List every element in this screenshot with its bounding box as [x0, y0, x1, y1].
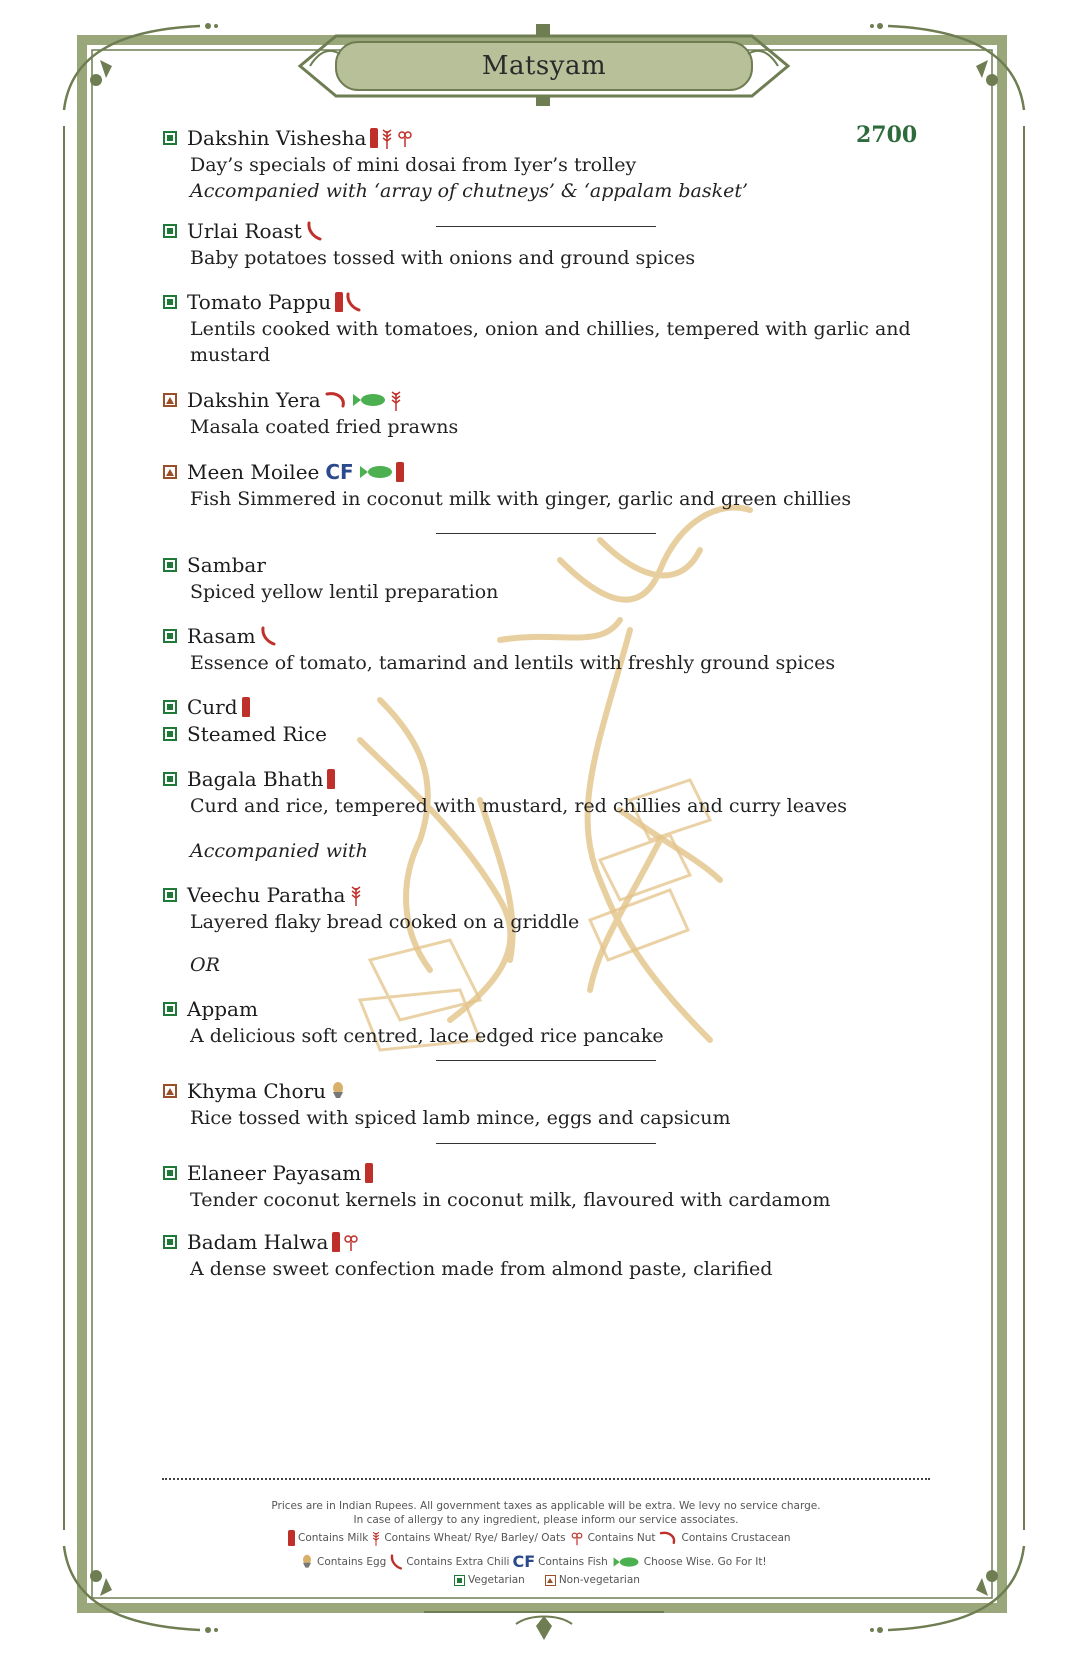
list-item [163, 551, 923, 605]
choosewise-fish-icon [611, 1555, 641, 1569]
choosewise-fish-icon [358, 463, 394, 481]
veg-mark-icon [163, 1166, 177, 1180]
divider [436, 1143, 656, 1144]
chili-icon [389, 1554, 403, 1570]
legend-veg: Vegetarian [468, 1574, 525, 1586]
accompanied-with-label: Accompanied with [190, 840, 368, 862]
item-name: Meen Moilee [187, 460, 320, 484]
list-item [163, 1077, 923, 1131]
veg-mark-icon [163, 700, 177, 714]
contains-fish-icon: CF [512, 1552, 536, 1571]
crustacean-icon [659, 1530, 679, 1546]
item-name: Dakshin Vishesha [187, 126, 367, 150]
divider [436, 533, 656, 534]
item-name: Curd [187, 695, 238, 719]
nonveg-mark-icon [163, 465, 177, 479]
title-banner: Matsyam [481, 51, 607, 81]
item-name: Sambar [187, 553, 266, 577]
item-name: Bagala Bhath [187, 767, 324, 791]
item-description: Curd and rice, tempered with mustard, red chillies and curry leaves [190, 795, 848, 817]
veg-mark-icon [163, 558, 177, 572]
legend-crustacean: Contains Crustacean [681, 1532, 791, 1544]
list-item [163, 458, 923, 512]
legend-egg: Contains Egg [317, 1555, 387, 1568]
item-description: Fish Simmered in coconut milk with ginger, garlic and green chillies [190, 488, 852, 510]
nut-icon [342, 1232, 360, 1252]
legend-row-1 [288, 1530, 791, 1546]
list-item [163, 720, 923, 748]
footer-prices-note: Prices are in Indian Rupees. All government taxes as applicable will be extra. We levy no service charge. [271, 1500, 821, 1512]
item-name: Dakshin Yera [187, 388, 321, 412]
milk-icon [332, 1232, 340, 1252]
list-item [163, 1228, 923, 1282]
item-description: Lentils cooked with tomatoes, onion and chillies, tempered with garlic and [190, 318, 911, 340]
nonveg-mark-icon [163, 393, 177, 407]
nonveg-mark-icon [545, 1575, 556, 1586]
item-description: Day’s specials of mini dosai from Iyer’s trolley [190, 154, 637, 176]
milk-icon [288, 1530, 295, 1546]
milk-icon [396, 462, 404, 482]
nonveg-mark-icon [163, 1084, 177, 1098]
legend-row-3 [454, 1574, 640, 1586]
legend-choosewise: Choose Wise. Go For It! [643, 1555, 767, 1568]
nut-icon [569, 1530, 585, 1546]
veg-mark-icon [163, 772, 177, 786]
wheat-icon [349, 884, 363, 906]
chili-icon [306, 221, 322, 241]
legend-nut: Contains Nut [587, 1532, 656, 1544]
veg-mark-icon [163, 629, 177, 643]
milk-icon [365, 1163, 373, 1183]
wheat-icon [371, 1530, 381, 1546]
divider [436, 1060, 656, 1061]
contains-fish-icon: CF [325, 460, 354, 484]
item-description: Rice tossed with spiced lamb mince, eggs and capsicum [190, 1107, 731, 1129]
item-name: Veechu Paratha [187, 883, 346, 907]
item-description: Baby potatoes tossed with onions and ground spices [190, 247, 696, 269]
milk-icon [370, 128, 378, 148]
list-item [163, 765, 923, 819]
price: 2700 [856, 122, 918, 148]
veg-mark-icon [163, 131, 177, 145]
item-name: Rasam [187, 624, 256, 648]
veg-mark-icon [163, 224, 177, 238]
chili-icon [345, 292, 361, 312]
wheat-icon [380, 127, 394, 149]
item-description: Masala coated fried prawns [190, 416, 459, 438]
item-description: Spiced yellow lentil preparation [190, 581, 499, 603]
list-item [163, 124, 923, 204]
item-note: Accompanied with ‘array of chutneys’ & ‘appalam basket’ [190, 180, 749, 202]
list-item [163, 881, 923, 935]
list-item [163, 995, 923, 1049]
item-description: A dense sweet confection made from almond paste, clarified [190, 1258, 773, 1280]
veg-mark-icon [163, 1002, 177, 1016]
nut-icon [396, 128, 414, 148]
egg-icon [330, 1081, 346, 1101]
item-name: Khyma Choru [187, 1079, 327, 1103]
wheat-icon [389, 389, 403, 411]
item-name: Elaneer Payasam [187, 1161, 362, 1185]
list-item [163, 622, 923, 676]
footer-divider [162, 1478, 930, 1480]
veg-mark-icon [163, 1235, 177, 1249]
egg-icon [300, 1554, 314, 1570]
veg-mark-icon [163, 727, 177, 741]
item-description-cont: mustard [190, 344, 271, 366]
footer-allergy-note: In case of allergy to any ingredient, please inform our service associates. [353, 1514, 739, 1526]
milk-icon [242, 697, 250, 717]
veg-mark-icon [163, 888, 177, 902]
veg-mark-icon [454, 1575, 465, 1586]
legend-row-2 [300, 1552, 767, 1571]
legend-nonveg: Non-vegetarian [558, 1574, 640, 1586]
list-item [163, 386, 923, 440]
milk-icon [335, 292, 343, 312]
item-name: Tomato Pappu [187, 290, 332, 314]
or-label: OR [190, 954, 220, 976]
item-description: A delicious soft centred, lace edged rice pancake [190, 1025, 664, 1047]
crustacean-icon [325, 390, 349, 410]
item-description: Tender coconut kernels in coconut milk, flavoured with cardamom [190, 1189, 831, 1211]
list-item [163, 288, 923, 368]
item-name: Badam Halwa [187, 1230, 329, 1254]
item-description: Essence of tomato, tamarind and lentils with freshly ground spices [190, 652, 836, 674]
choosewise-fish-icon [351, 391, 387, 409]
list-item [163, 693, 923, 721]
legend-fish: Contains Fish [538, 1555, 608, 1568]
veg-mark-icon [163, 295, 177, 309]
item-description: Layered flaky bread cooked on a griddle [190, 911, 580, 933]
item-name: Appam [187, 997, 258, 1021]
item-name: Urlai Roast [187, 219, 302, 243]
milk-icon [327, 769, 335, 789]
legend-chili: Contains Extra Chili [406, 1555, 510, 1568]
legend-wheat: Contains Wheat/ Rye/ Barley/ Oats [384, 1532, 566, 1544]
list-item [163, 1159, 923, 1213]
chili-icon [260, 626, 276, 646]
item-name: Steamed Rice [187, 722, 327, 746]
legend-milk: Contains Milk [298, 1532, 369, 1544]
list-item [163, 217, 923, 271]
